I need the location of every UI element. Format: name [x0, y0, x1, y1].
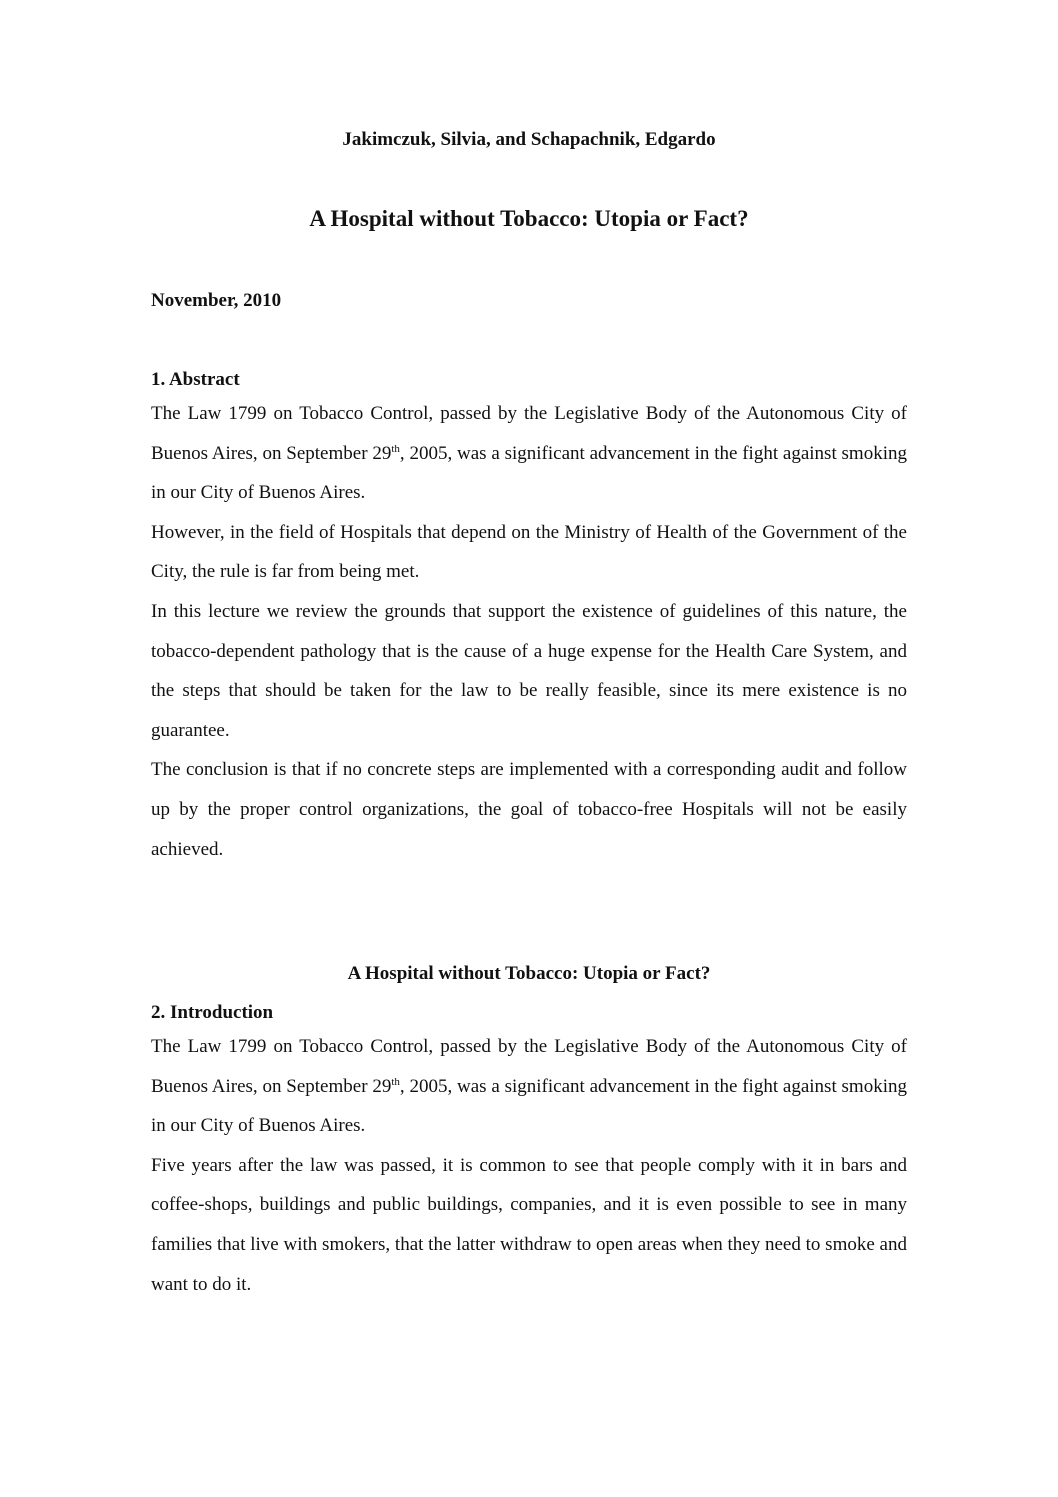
introduction-heading: 2. Introduction [151, 1002, 274, 1023]
abstract-paragraph-2: However, in the field of Hospitals that depend on the Ministry of Health of the Government of the City, the rule is far from being met. [151, 521, 907, 583]
intro-p1-superscript: th [391, 1075, 400, 1088]
abstract-paragraph-3: In this lecture we review the grounds that support the existence of guidelines of this nature, the tobacco-dependent pathology that is the cause of a huge expense for the Health Care System, and the steps that should be taken for the law to be really feasible, since its mere existence is no guarantee. [151, 600, 907, 741]
introduction-section [151, 1000, 907, 1304]
introduction-paragraph-1 [151, 1027, 907, 1146]
authors-line: Jakimczuk, Silvia, and Schapachnik, Edgardo [342, 129, 716, 150]
abstract-p1-text-a: The Law 1799 on Tobacco Control, passed by the Legislative Body of the Autonomous City of Buenos Aires, on September 29 [151, 403, 907, 464]
abstract-p1-text-b: , 2005, was a significant advancement in the fight against smoking in our City of Buenos Aires. [151, 442, 907, 504]
document-title: A Hospital without Tobacco: Utopia or Fact? [309, 206, 749, 231]
intro-p1-text-a: The Law 1799 on Tobacco Control, passed by the Legislative Body of the Autonomous City of Buenos Aires, on September 29 [151, 1036, 907, 1097]
abstract-paragraph-4: The conclusion is that if no concrete steps are implemented with a corresponding audit and follow up by the proper control organizations, the goal of tobacco-free Hospitals will not be easily achieved. [151, 759, 907, 860]
abstract-heading: 1. Abstract [151, 369, 240, 390]
section-repeat-title: A Hospital without Tobacco: Utopia or Fact? [347, 963, 711, 984]
abstract-p1-superscript: th [391, 442, 400, 455]
document-date: November, 2010 [151, 290, 282, 311]
introduction-paragraph-2: Five years after the law was passed, it is common to see that people comply with it in bars and coffee-shops, buildings and public buildings, companies, and it is even possible to see in many families that live with smokers, that the latter withdraw to open areas when they need to smoke and want to do it. [151, 1154, 907, 1295]
abstract-section [151, 367, 907, 869]
intro-p1-text-b: , 2005, was a significant advancement in the fight against smoking in our City of Buenos Aires. [151, 1075, 907, 1137]
abstract-paragraph-1 [151, 394, 907, 513]
